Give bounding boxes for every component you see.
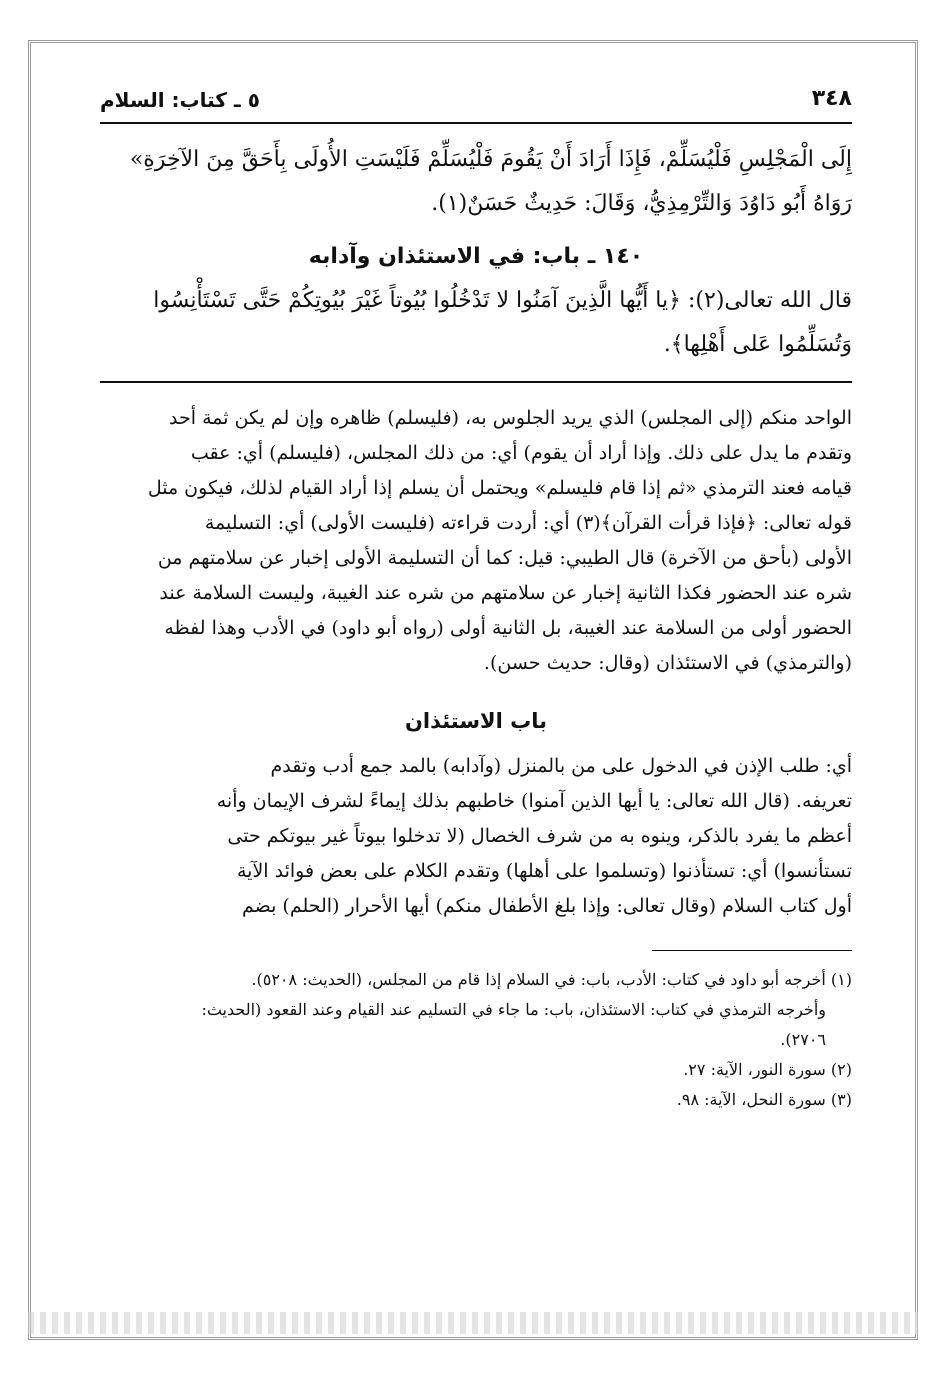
footnote: وأخرجه الترمذي في كتاب: الاستئذان، باب: ما جاء في التسليم عند القيام وعند القعود (الحديث:: [201, 1000, 826, 1019]
commentary-line: وتقدم ما يدل على ذلك. وإذا أراد أن يقوم) أي: من ذلك المجلس، (فليسلم) أي: عقب: [190, 442, 852, 464]
commentary-line: تعريفه. (قال الله تعالى: يا أيها الذين آمنوا) خاطبهم بذلك إيماءً لشرف الإيمان وأنه: [216, 790, 852, 812]
chapter-title: ٥ ـ كتاب: السلام: [100, 88, 260, 112]
book-page: [100, 82, 852, 1312]
commentary-line: أي: طلب الإذن في الدخول على من بالمنزل (وآدابه) بالمد جمع أدب وتقدم: [270, 755, 852, 777]
footnote: (٢) سورة النور، الآية: ٢٧.: [683, 1060, 852, 1079]
divider: [100, 381, 852, 383]
commentary-line: الواحد منكم (إلى المجلس) الذي يريد الجلوس به، (فليسلم) ظاهره وإن لم يكن ثمة أحد: [169, 407, 852, 429]
quran-line: وَتُسَلِّمُوا عَلى أَهْلِها﴾.: [663, 332, 852, 357]
hadith-text: [100, 138, 852, 226]
commentary-block-2: [100, 749, 852, 924]
hadith-line: رَوَاهُ أَبُو دَاوُدَ وَالتِّرْمِذِيُّ، وَقَالَ: حَدِيثٌ حَسَنٌ(١).: [431, 191, 852, 216]
commentary-line: الحضور أولى من السلامة عند الغيبة، بل الثانية أولى (رواه أبو داود) في الأدب وهذا لفظه: [164, 617, 852, 639]
commentary-line: قيامه فعند الترمذي «ثم إذا قام فليسلم» ويحتمل أن يسلم إذا أراد القيام لذلك، فيكون مثل: [147, 477, 852, 499]
footnote: ٢٧٠٦).: [780, 1030, 826, 1049]
commentary-line: (والترمذي) في الاستئذان (وقال: حديث حسن).: [483, 652, 852, 674]
decorative-border-bottom: [28, 1312, 918, 1334]
hadith-line: إِلَى الْمَجْلِسِ فَلْيُسَلِّمْ، فَإِذَا أَرَادَ أَنْ يَقُومَ فَلْيُسَلِّمْ فَلَيْسَتِ الأُولَى بِأَحَقَّ مِنَ الآخِرَةِ»: [129, 147, 852, 172]
commentary-line: تستأنسوا) أي: تستأذنوا (وتسلموا على أهلها) وتقدم الكلام على بعض فوائد الآية: [237, 860, 852, 882]
commentary-line: الأولى (بأحق من الآخرة) قال الطيبي: قيل: كما أن التسليمة الأولى إخبار عن سلامتهم من: [157, 547, 852, 569]
footnote: (٣) سورة النحل، الآية: ٩٨.: [676, 1090, 852, 1109]
commentary-line: أول كتاب السلام (وقال تعالى: وإذا بلغ الأطفال منكم) أيها الأحرار (الحلم) بضم: [241, 895, 852, 917]
footnote: (١) أخرجه أبو داود في كتاب: الأدب، باب: في السلام إذا قام من المجلس، (الحديث: ٥٢٠٨).: [251, 970, 852, 989]
footnotes: [100, 965, 852, 1115]
commentary-line: أعظم ما يفرد بالذكر، وينوه به من شرف الخصال (لا تدخلوا بيوتاً غير بيوتكم حتى: [227, 825, 852, 847]
quran-verse: [100, 279, 852, 367]
page-header: [100, 82, 852, 124]
commentary-line: قوله تعالى: ﴿فإذا قرأت القرآن﴾(٣) أي: أردت قراءته (فليست الأولى) أي: التسليمة: [204, 512, 852, 534]
commentary-line: شره عند الحضور فكذا الثانية إخبار عن سلامتهم من شره عند الغيبة، وليست السلامة عند: [159, 582, 852, 604]
page-number: ٣٤٨: [811, 86, 852, 111]
section-title: ١٤٠ ـ باب: في الاستئذان وآدابه: [308, 244, 644, 269]
commentary-block-1: [100, 401, 852, 681]
footnote-rule: [652, 950, 852, 951]
subsection-title: باب الاستئذان: [404, 709, 548, 733]
quran-line: قال الله تعالى(٢): ﴿يا أَيُّها الَّذِينَ آمَنُوا لا تَدْخُلُوا بُيُوتاً غَيْرَ بُيُوتِكُمْ حَتَّى تَسْتَأْنِسُوا: [153, 288, 852, 313]
